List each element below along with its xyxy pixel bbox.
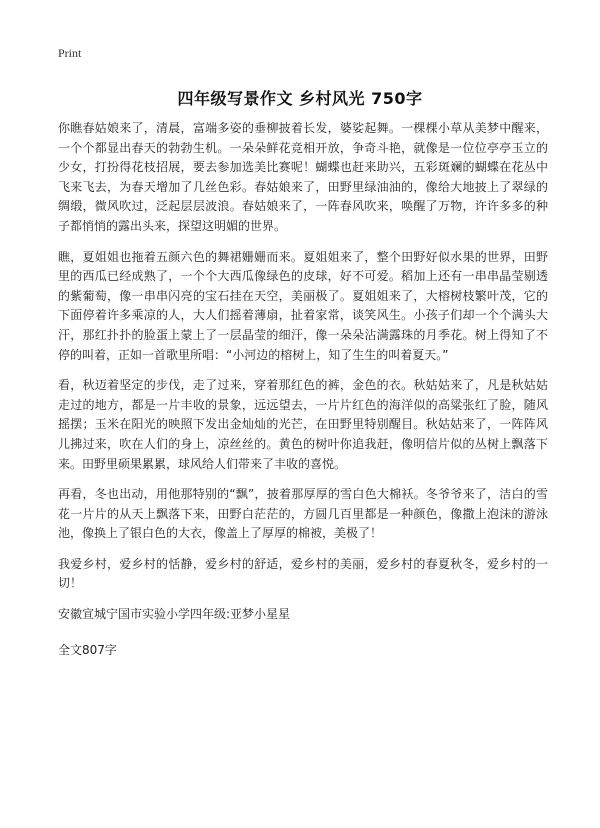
author-line: 安徽宣城宁国市实验小学四年级:亚梦小星星 bbox=[58, 607, 291, 622]
paragraph-spring: 你瞧春姑娘来了，清晨，富端多姿的垂柳披着长发，婆娑起舞。一棵棵小草从美梦中醒来，一个个都显出春天的勃勃生机。一朵朵鲜花竞相开放，争奇斗艳，就像是一位位亭亭玉立的少女，打扮得花枝招展，要去参加选美比赛呢！蝴蝶也赶来助兴，五彩斑斓的蝴蝶在花丛中飞来飞去，为春天增加了几丝色彩。春姑娘来了，田野里绿油油的，像给大地披上了翠绿的绸缎，微风吹过，泛起层层波浪。春姑娘来了，一阵春风吹来，唤醒了万物，许许多多的种子都悄悄的露出头来，探望这明媚的世界。 bbox=[58, 121, 548, 233]
paragraph-autumn: 看，秋迈着坚定的步伐，走了过来，穿着那红色的裤，金色的衣。秋姑姑来了，凡是秋姑姑走过的地方，都是一片丰收的景象，远远望去，一片片红色的海洋似的高粱张红了脸，随风摇摆；玉米在阳光的映照下发出金灿灿的光芒，在田野里特别醒目。秋姑姑来了，一阵阵风儿拂过来，吹在人们的身上，凉丝丝的。黄色的树叶你追我赶，像明信片似的丛树上飘落下来。田野里硕果累累，球风给人们带来了丰收的喜悦。 bbox=[58, 378, 548, 471]
paragraph-winter: 再看，冬也出动，用他那特别的“飘”，披着那厚厚的雪白色大棉袄。冬爷爷来了，洁白的雪花一片片的从天上飘落下来，田野白茫茫的，方圆几百里都是一种颜色，像撒上泡沫的游泳池，像换上了银白色的大衣，像盖上了厚厚的棉被，美极了！ bbox=[58, 487, 548, 541]
paragraph-conclusion: 我爱乡村，爱乡村的恬静，爱乡村的舒适，爱乡村的美丽，爱乡村的春夏秋冬，爱乡村的一切！ bbox=[58, 556, 548, 591]
word-count: 全文807字 bbox=[58, 643, 117, 658]
paragraph-summer: 瞧，夏姐姐也拖着五颜六色的舞裙姗姗而来。夏姐姐来了，整个田野好似水果的世界，田野里的西瓜已经成熟了，一个个大西瓜像绿色的皮球，好不可爱。稻加上还有一串串晶莹剔透的紫葡萄，像一串串闪亮的宝石挂在天空，美丽极了。夏姐姐来了，大榕树枝繁叶茂，它的下面停着许多乘凉的人，大人们摇着薄扇，扯着家常，谈笑风生。小孩子们却一个个满头大汗，那红扑扑的脸蛋上蒙上了一层晶莹的细汗，像一朵朵沾满露珠的月季花。树上得知了不停的叫着，正如一首歌里所唱：“小河边的榕树上，知了生生的叫着夏天。” bbox=[58, 249, 548, 362]
page-title: 四年级写景作文 乡村风光 750字 bbox=[177, 89, 423, 108]
article-body bbox=[58, 119, 548, 677]
print-link[interactable]: Print bbox=[58, 46, 82, 60]
